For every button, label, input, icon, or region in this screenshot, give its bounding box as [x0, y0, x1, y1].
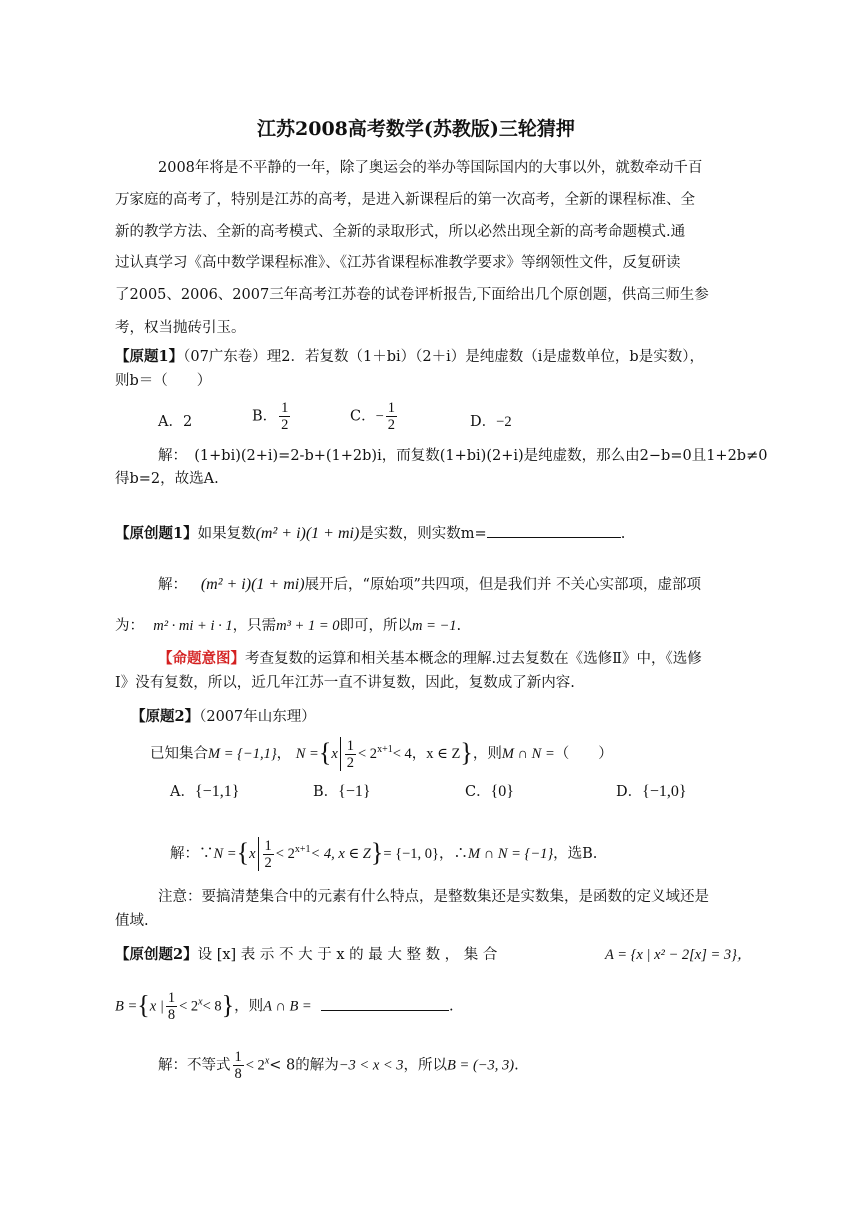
problem-1-question: [115, 347, 704, 367]
question-text: ，则: [472, 746, 502, 762]
set-bar: [258, 837, 259, 871]
exponent: x: [198, 996, 203, 1008]
comma: ，: [736, 947, 752, 963]
intent-tag: 【命题意图】: [158, 650, 245, 667]
solution-text: 即可，所以: [339, 618, 412, 634]
period: .: [514, 1057, 519, 1074]
math-expression: m = −1: [412, 618, 457, 634]
math-text: < 4，x ∈ Z: [392, 746, 461, 762]
solution-text: 为：: [115, 618, 144, 634]
original-2-tag: 【原创题2】: [115, 946, 198, 963]
range-expr: −3 < x < 3: [338, 1057, 404, 1074]
question-text: 设 [x] 表 示 不 大 于 x 的 最 大 整 数 ， 集 合: [197, 947, 498, 963]
option-c-value: {0}: [490, 783, 514, 800]
set-n-label: N =: [295, 746, 319, 762]
question-text: 如果复数: [197, 526, 256, 542]
period: .: [620, 526, 626, 542]
frac-num: 1: [264, 837, 272, 854]
set-a: [605, 945, 751, 965]
question-text: 已知集合: [150, 746, 208, 762]
math-text: < 2: [179, 998, 199, 1015]
frac-num: 1: [281, 400, 289, 416]
frac-den: 2: [346, 754, 354, 771]
solution-text: < 8的解为: [269, 1057, 339, 1074]
question-text: ，则: [234, 998, 264, 1015]
left-brace: {: [137, 990, 150, 1020]
complex-expression: (m² + i)(1 + mi): [255, 525, 360, 542]
problem-1-option-b: [252, 400, 292, 433]
question-text: 是实数，则实数m=: [359, 526, 487, 542]
option-a-value: {−1,1}: [194, 783, 240, 800]
left-brace: {: [318, 738, 332, 767]
fraction-eighth: [233, 1049, 244, 1082]
note-line-1: 注意：要搞清楚集合中的元素有什么特点，是整数集还是实数集，是函数的定义域还是: [158, 889, 709, 905]
problem-2-header: [131, 707, 316, 727]
original-2-question: [115, 945, 752, 965]
note-line-2: 值域.: [115, 913, 149, 929]
problem-1-option-d: [470, 412, 512, 432]
frac-num: 1: [346, 737, 354, 754]
solution-text: ，∴: [439, 846, 469, 862]
right-brace: }: [370, 838, 384, 867]
var-x: x: [331, 746, 338, 762]
intersection-expr: A ∩ B =: [263, 998, 312, 1015]
exponent: x+1: [377, 744, 393, 756]
intro-line-6: 考，权当抛砖引玉。: [115, 320, 246, 336]
problem-1-text: （07广东卷）理2．若复数（1＋bi）（2＋i）是纯虚数（i是虚数单位，b是实数），: [183, 349, 704, 365]
frac-num: 1: [167, 990, 176, 1006]
set-result: = {−1, 0}: [383, 846, 440, 862]
solution-label: 解：∵: [170, 846, 214, 862]
option-c-label: C．: [465, 784, 491, 800]
set-bar: [340, 737, 341, 771]
problem-2-question: [150, 737, 613, 771]
option-b-value: {−1}: [338, 783, 371, 800]
left-brace: {: [236, 838, 250, 867]
fraction-eighth: [166, 990, 177, 1023]
option-a-label: A．: [170, 784, 195, 800]
set-b-label: B =: [115, 998, 138, 1015]
problem-1-solution-end: 得b=2，故选A.: [115, 471, 219, 487]
math-text: < 2: [358, 746, 378, 762]
answer-blank: [487, 523, 621, 538]
option-b-label: B．: [313, 784, 339, 800]
right-brace: }: [460, 738, 473, 767]
intent-line-2: Ⅰ》没有复数，所以，近几年江苏一直不讲复数，因此，复数成了新内容.: [115, 675, 575, 691]
problem-1-option-a: A．2: [158, 414, 193, 430]
original-1-question: [115, 523, 625, 544]
intro-line-1: 2008年将是不平静的一年，除了奥运会的举办等国际国内的大事以外，就数牵动千百: [158, 160, 703, 176]
set-n-label: N =: [213, 846, 237, 862]
exponent: x: [264, 1055, 270, 1067]
solution-label: 解：: [158, 577, 187, 593]
frac-den: 2: [281, 417, 289, 433]
set-a-expr: A = {x | x² − 2[x] = 3}: [605, 947, 737, 963]
intro-line-4: 过认真学习《高中数学课程标准》、《江苏省课程标准教学要求》等纲领性文件，反复研读: [115, 255, 681, 271]
problem-2-option-d: [616, 782, 687, 802]
intro-line-5: 了2005、2006、2007三年高考江苏卷的试卷评析报告,下面给出几个原创题，供高三师生参: [115, 287, 709, 303]
frac-den: 8: [167, 1007, 176, 1023]
frac-den: 2: [387, 417, 396, 433]
intent-line-1: [158, 649, 702, 669]
problem-1-option-c: [350, 400, 399, 433]
option-c-label: C．: [350, 408, 376, 425]
answer-paren: （ ）: [554, 746, 613, 762]
solution-text: ，所以: [403, 1057, 448, 1074]
option-b-label: B．: [252, 408, 278, 425]
answer-blank: [321, 996, 449, 1011]
problem-1-solution: 解： (1+bi)(2+i)=2-b+(1+2b)i，而复数(1+bi)(2+i)是纯虚数，那么由2−b=0且1+2b≠0: [158, 448, 768, 464]
fraction-half: [386, 400, 397, 433]
frac-num: 1: [234, 1049, 242, 1065]
frac-den: 2: [264, 854, 272, 871]
problem-2-source: （2007年山东理）: [199, 709, 316, 725]
solution-text: ，只需: [232, 618, 277, 634]
math-text: < 2: [275, 846, 295, 862]
math-text: < 2: [245, 1057, 265, 1074]
intro-line-3: 新的教学方法、全新的高考模式、全新的录取形式，所以必然出现全新的高考命题模式.通: [115, 224, 686, 240]
frac-num: 1: [387, 400, 396, 416]
option-d-value: −2: [496, 414, 512, 430]
problem-1-tag: 【原题1】: [115, 348, 184, 365]
problem-2-solution: [170, 837, 597, 871]
page-title: 江苏2008高考数学(苏教版)三轮猜押: [257, 118, 575, 140]
exponent: x+1: [294, 844, 311, 856]
complex-expression: (m² + i)(1 + mi): [200, 576, 305, 593]
fraction-half: [345, 738, 356, 771]
problem-2-option-a: [170, 782, 239, 802]
set-b-result: B = (−3, 3): [447, 1057, 515, 1074]
problem-2-option-b: [313, 782, 371, 802]
intersection-result: M ∩ N = {−1}: [468, 846, 554, 862]
intent-text: 考查复数的运算和相关基本概念的理解.过去复数在《选修Ⅱ》中，《选修: [245, 651, 702, 667]
frac-den: 8: [234, 1066, 242, 1082]
period: .: [448, 998, 454, 1015]
solution-text: 展开后，“原始项”共四项，但是我们并 不关心实部项，虚部项: [304, 577, 701, 593]
math-text: < 8: [202, 998, 222, 1015]
original-1-solution: [158, 575, 701, 595]
var-x: x |: [149, 998, 164, 1015]
original-1-solution-line-2: [115, 616, 461, 636]
solution-label: 解：不等式: [158, 1057, 231, 1074]
math-expression: m³ + 1 = 0: [276, 618, 340, 634]
problem-2-option-c: [465, 782, 514, 802]
period: .: [456, 618, 462, 634]
intersection-expr: M ∩ N =: [501, 746, 555, 762]
solution-text: ，选B.: [553, 846, 598, 862]
math-expression: m² · mi + i · 1: [153, 618, 233, 634]
original-2-question-line-2: [115, 990, 454, 1023]
option-d-value: {−1,0}: [642, 783, 687, 800]
problem-1-question-end: 则b＝（ ）: [115, 373, 212, 389]
original-1-tag: 【原创题1】: [115, 525, 198, 542]
original-2-solution: [158, 1049, 519, 1082]
fraction-half: [263, 838, 274, 871]
right-brace: }: [221, 990, 235, 1020]
var-x: x: [249, 846, 256, 862]
problem-2-tag: 【原题2】: [131, 708, 200, 725]
set-m: M = {−1,1}: [208, 746, 277, 762]
minus-sign: −: [375, 408, 384, 425]
comma: ，: [276, 746, 292, 762]
math-text: < 4, x ∈ Z: [310, 846, 371, 862]
option-d-label: D．: [470, 414, 497, 430]
option-d-label: D．: [616, 784, 643, 800]
fraction-half: [279, 400, 290, 433]
intro-line-2: 万家庭的高考了，特别是江苏的高考，是进入新课程后的第一次高考，全新的课程标准、全: [115, 192, 695, 208]
